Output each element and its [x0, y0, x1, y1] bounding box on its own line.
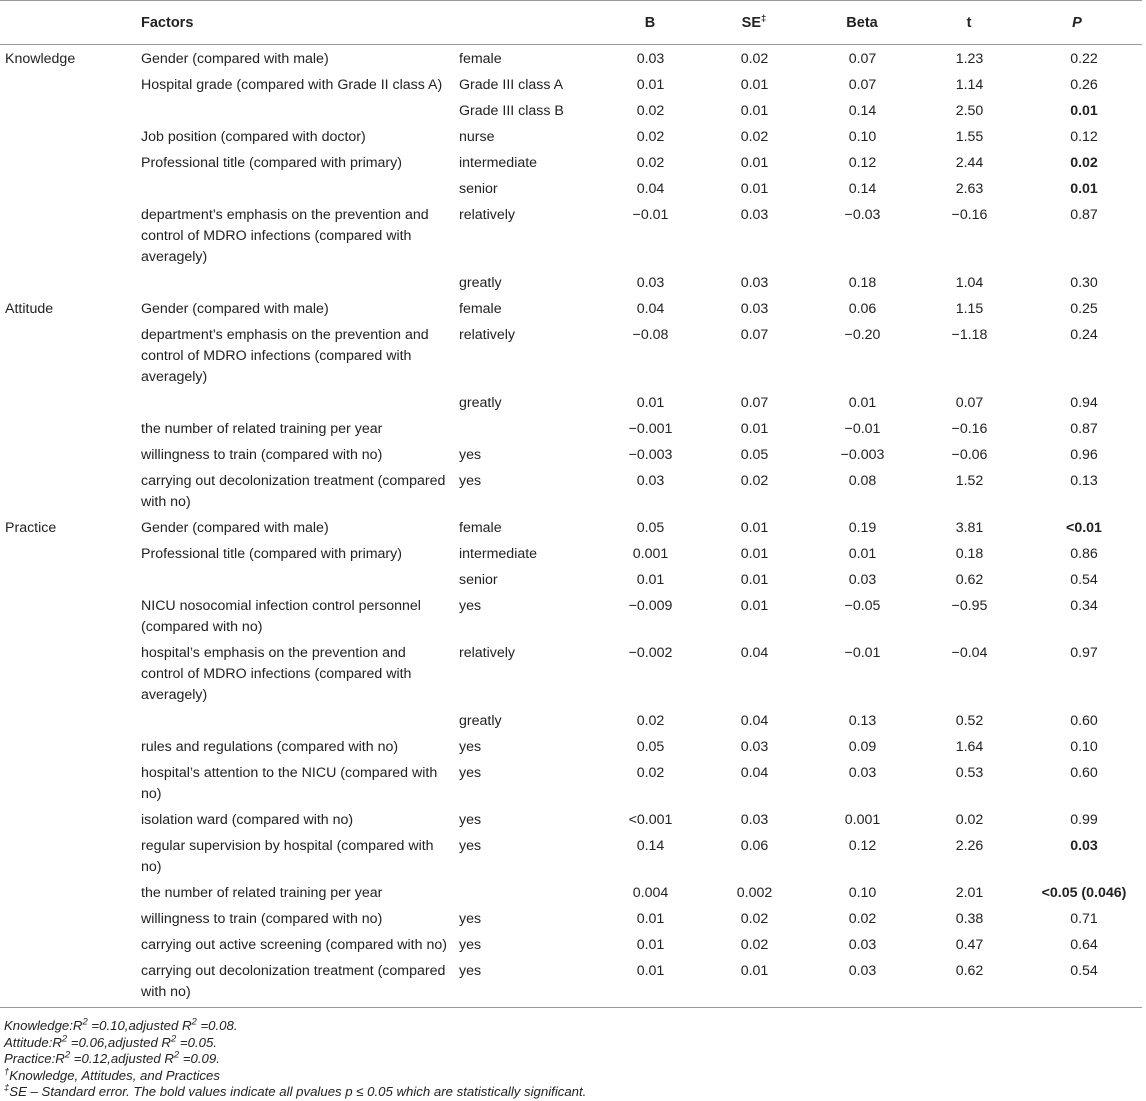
cell-beta: −0.01	[844, 645, 881, 661]
cell-p: 0.22	[1070, 51, 1098, 67]
table-row	[0, 905, 1142, 931]
row-level: greatly	[459, 275, 502, 291]
cell-t: 1.23	[955, 51, 984, 67]
cell-t: 0.02	[955, 812, 984, 828]
row-group-label	[0, 123, 136, 149]
cell-p: 0.94	[1070, 395, 1098, 411]
cell-p: 0.13	[1070, 473, 1098, 489]
cell-b: 0.02	[636, 713, 665, 729]
cell-t: 0.38	[955, 911, 984, 927]
table-row	[0, 467, 1142, 514]
cell-se: 0.03	[740, 739, 769, 755]
table-row	[0, 639, 1142, 707]
cell-b: −0.08	[632, 327, 669, 343]
cell-se: 0.02	[740, 911, 769, 927]
row-factor: NICU nosocomial infection control personnel (compared with no)	[141, 598, 421, 635]
row-group-label	[0, 149, 136, 175]
row-group-label	[0, 759, 136, 806]
cell-t: 1.15	[955, 301, 984, 317]
cell-t: −0.06	[951, 447, 988, 463]
row-factor: regular supervision by hospital (compared with no)	[141, 838, 434, 875]
cell-p: 0.25	[1070, 301, 1098, 317]
cell-se: 0.04	[740, 713, 769, 729]
cell-beta: 0.12	[848, 155, 877, 171]
header-level	[454, 1, 590, 45]
cell-t: −0.16	[951, 421, 988, 437]
cell-p: 0.03	[1070, 838, 1098, 854]
row-group-label	[0, 879, 136, 905]
row-factor	[136, 389, 454, 415]
table-header-row	[0, 1, 1142, 45]
cell-se: 0.01	[740, 598, 769, 614]
cell-b: 0.02	[636, 103, 665, 119]
cell-t: 2.01	[955, 885, 984, 901]
row-level: yes	[459, 739, 482, 755]
cell-beta: 0.19	[848, 520, 877, 536]
cell-beta: 0.03	[848, 765, 877, 781]
row-factor: Professional title (compared with primary)	[141, 155, 402, 171]
cell-b: −0.002	[628, 645, 673, 661]
row-level: senior	[459, 572, 498, 588]
row-level: yes	[459, 473, 482, 489]
row-group-label	[0, 931, 136, 957]
cell-p: 0.01	[1070, 181, 1098, 197]
cell-b: 0.01	[636, 911, 665, 927]
row-factor: carrying out decolonization treatment (compared with no)	[141, 473, 446, 510]
row-factor: department’s emphasis on the prevention and control of MDRO infections (compared with averagely)	[141, 327, 429, 385]
cell-t: 0.18	[955, 546, 984, 562]
table-row	[0, 514, 1142, 540]
cell-beta: 0.10	[848, 885, 877, 901]
row-group-label	[0, 175, 136, 201]
header-beta: Beta	[798, 1, 926, 45]
row-group-label	[0, 566, 136, 592]
row-level: yes	[459, 765, 482, 781]
table-row	[0, 733, 1142, 759]
cell-t: −0.95	[951, 598, 988, 614]
cell-se: 0.01	[710, 957, 798, 1008]
cell-b: 0.01	[636, 395, 665, 411]
cell-p: 0.24	[1070, 327, 1098, 343]
row-factor: Professional title (compared with primary)	[141, 546, 402, 562]
cell-beta: 0.18	[848, 275, 877, 291]
row-group-label	[0, 832, 136, 879]
cell-b: 0.04	[636, 301, 665, 317]
cell-se: 0.03	[740, 812, 769, 828]
cell-beta: 0.01	[848, 546, 877, 562]
row-factor	[136, 269, 454, 295]
row-factor: Hospital grade (compared with Grade II class A)	[141, 77, 443, 93]
cell-p: 0.97	[1070, 645, 1098, 661]
row-level: yes	[459, 598, 482, 614]
cell-beta: 0.08	[848, 473, 877, 489]
table-row	[0, 321, 1142, 389]
cell-p: 0.54	[1070, 572, 1098, 588]
row-factor	[136, 97, 454, 123]
cell-b: 0.004	[632, 885, 669, 901]
cell-beta: −0.03	[844, 207, 881, 223]
cell-t: 0.62	[955, 572, 984, 588]
header-se-footnote-mark: ‡	[761, 12, 767, 24]
row-level: intermediate	[459, 546, 538, 562]
cell-t: 1.52	[955, 473, 984, 489]
cell-t: 1.14	[955, 77, 984, 93]
row-group-label	[0, 905, 136, 931]
cell-p: 0.01	[1070, 103, 1098, 119]
row-factor: carrying out decolonization treatment (compared with no)	[136, 957, 454, 1008]
cell-b: <0.001	[628, 812, 673, 828]
cell-b: 0.03	[636, 275, 665, 291]
cell-p: <0.01	[1066, 520, 1102, 536]
row-level: greatly	[459, 713, 502, 729]
cell-se: 0.01	[740, 77, 769, 93]
cell-t: 2.50	[955, 103, 984, 119]
cell-beta: 0.03	[798, 957, 926, 1008]
cell-se: 0.04	[740, 645, 769, 661]
cell-t: −1.18	[951, 327, 988, 343]
row-level	[454, 879, 590, 905]
table-row	[0, 957, 1142, 1008]
footnote-practice: $Practice:R^2$ =0.12,adjusted $R^2 =0.09$.	[4, 1049, 220, 1066]
cell-t: 0.47	[955, 937, 984, 953]
table-row	[0, 149, 1142, 175]
cell-b: −0.009	[628, 598, 673, 614]
cell-b: 0.04	[636, 181, 665, 197]
table-row	[0, 592, 1142, 639]
row-level: nurse	[459, 129, 495, 145]
cell-p: 0.64	[1070, 937, 1098, 953]
cell-se: 0.02	[740, 937, 769, 953]
row-factor: hospital’s emphasis on the prevention and control of MDRO infections (compared with averagely)	[141, 645, 412, 703]
row-level: senior	[459, 181, 498, 197]
row-group-label	[0, 201, 136, 269]
table-row	[0, 806, 1142, 832]
cell-beta: −0.20	[844, 327, 881, 343]
row-group-label	[0, 269, 136, 295]
table-body	[0, 45, 1142, 1008]
row-level: yes	[459, 812, 482, 828]
row-factor: Gender (compared with male)	[141, 301, 329, 317]
row-factor	[136, 566, 454, 592]
cell-t: 3.81	[955, 520, 984, 536]
cell-p: <0.05 (0.046)	[1041, 885, 1127, 901]
cell-p: 0.71	[1070, 911, 1098, 927]
row-group-label	[0, 733, 136, 759]
cell-se: 0.03	[740, 301, 769, 317]
table-row	[0, 879, 1142, 905]
table-row	[0, 123, 1142, 149]
footnote-dagger: †Knowledge, Attitudes, and Practices	[4, 1066, 220, 1083]
row-level: relatively	[459, 207, 515, 223]
cell-b: 0.01	[636, 77, 665, 93]
cell-b: 0.001	[632, 546, 669, 562]
row-level: intermediate	[459, 155, 538, 171]
cell-beta: 0.03	[848, 937, 877, 953]
cell-beta: 0.10	[848, 129, 877, 145]
row-level: Grade III class B	[459, 103, 564, 119]
row-group-label	[0, 639, 136, 707]
cell-t: −0.04	[951, 645, 988, 661]
row-level	[454, 415, 590, 441]
cell-b: 0.05	[636, 520, 665, 536]
header-p: P	[1012, 1, 1142, 45]
table-row	[0, 707, 1142, 733]
cell-beta: −0.01	[844, 421, 881, 437]
row-level: female	[459, 520, 502, 536]
cell-se: 0.07	[740, 395, 769, 411]
row-factor: hospital’s attention to the NICU (compared with no)	[141, 765, 438, 802]
cell-p: 0.87	[1070, 421, 1098, 437]
table-row	[0, 201, 1142, 269]
cell-beta: 0.07	[848, 51, 877, 67]
cell-p: 0.30	[1070, 275, 1098, 291]
cell-b: −0.001	[628, 421, 673, 437]
cell-p: 0.12	[1070, 129, 1098, 145]
row-group-label	[0, 321, 136, 389]
table-row	[0, 269, 1142, 295]
cell-p: 0.60	[1070, 713, 1098, 729]
table-footnotes	[0, 1018, 1146, 1101]
row-factor: department’s emphasis on the prevention and control of MDRO infections (compared with averagely)	[141, 207, 429, 265]
cell-p: 0.86	[1070, 546, 1098, 562]
cell-t: 2.63	[955, 181, 984, 197]
table-row	[0, 931, 1142, 957]
table-row	[0, 759, 1142, 806]
cell-p: 0.96	[1070, 447, 1098, 463]
header-group	[0, 1, 136, 45]
row-factor: the number of related training per year	[141, 421, 383, 437]
table-row	[0, 540, 1142, 566]
cell-se: 0.05	[740, 447, 769, 463]
row-group-label	[0, 707, 136, 733]
cell-se: 0.01	[740, 520, 769, 536]
row-level: yes	[459, 447, 482, 463]
cell-b: 0.01	[590, 957, 710, 1008]
cell-beta: 0.14	[848, 103, 877, 119]
cell-p: 0.99	[1070, 812, 1098, 828]
cell-beta: −0.003	[840, 447, 885, 463]
cell-beta: 0.01	[848, 395, 877, 411]
cell-p: 0.60	[1070, 765, 1098, 781]
row-group-label	[0, 389, 136, 415]
header-factors: Factors	[136, 1, 454, 45]
row-factor	[136, 707, 454, 733]
cell-t: 1.04	[955, 275, 984, 291]
cell-b: 0.03	[636, 51, 665, 67]
table-row	[0, 415, 1142, 441]
cell-b: 0.02	[636, 155, 665, 171]
row-factor: willingness to train (compared with no)	[141, 447, 383, 463]
cell-se: 0.03	[740, 275, 769, 291]
cell-se: 0.03	[740, 207, 769, 223]
cell-b: 0.14	[636, 838, 665, 854]
cell-t: 0.62	[926, 957, 1012, 1008]
row-level: female	[459, 301, 502, 317]
cell-t: 1.64	[955, 739, 984, 755]
cell-b: 0.02	[636, 129, 665, 145]
row-group-label	[0, 97, 136, 123]
row-group-label: Practice	[5, 520, 57, 536]
cell-beta: 0.13	[848, 713, 877, 729]
table-row	[0, 389, 1142, 415]
cell-b: 0.01	[636, 572, 665, 588]
row-level: yes	[459, 937, 482, 953]
cell-beta: 0.06	[848, 301, 877, 317]
row-level: relatively	[459, 327, 515, 343]
row-group-label	[0, 415, 136, 441]
cell-b: −0.01	[632, 207, 669, 223]
footnote-double-dagger: ‡SE – Standard error. The bold values indicate all pvalues p ≤ 0.05 which are statistically significant.	[4, 1082, 587, 1099]
cell-b: −0.003	[628, 447, 673, 463]
row-factor	[136, 175, 454, 201]
table-row	[0, 832, 1142, 879]
cell-se: 0.01	[740, 421, 769, 437]
row-group-label: Attitude	[5, 301, 54, 317]
row-level: greatly	[459, 395, 502, 411]
row-group-label	[0, 441, 136, 467]
cell-se: 0.02	[740, 129, 769, 145]
header-t: t	[926, 1, 1012, 45]
cell-beta: 0.14	[848, 181, 877, 197]
row-level: yes	[459, 911, 482, 927]
cell-p: 0.34	[1070, 598, 1098, 614]
row-level: yes	[459, 838, 482, 854]
row-group-label	[0, 467, 136, 514]
cell-se: 0.01	[740, 103, 769, 119]
cell-se: 0.07	[740, 327, 769, 343]
row-level: relatively	[459, 645, 515, 661]
header-b: B	[590, 1, 710, 45]
row-group-label	[0, 592, 136, 639]
cell-t: 0.53	[955, 765, 984, 781]
row-group-label: Knowledge	[5, 51, 76, 67]
cell-t: 1.55	[955, 129, 984, 145]
cell-p: 0.87	[1070, 207, 1098, 223]
cell-t: −0.16	[951, 207, 988, 223]
cell-t: 2.44	[955, 155, 984, 171]
cell-se: 0.01	[740, 155, 769, 171]
table-row	[0, 45, 1142, 72]
cell-p: 0.10	[1070, 739, 1098, 755]
row-factor: carrying out active screening (compared with no)	[141, 937, 447, 953]
cell-b: 0.01	[636, 937, 665, 953]
cell-se: 0.002	[736, 885, 773, 901]
cell-p: 0.02	[1070, 155, 1098, 171]
row-factor: rules and regulations (compared with no)	[141, 739, 399, 755]
table-row	[0, 97, 1142, 123]
row-factor: isolation ward (compared with no)	[141, 812, 354, 828]
cell-p: 0.54	[1012, 957, 1142, 1008]
cell-se: 0.02	[740, 473, 769, 489]
cell-b: 0.05	[636, 739, 665, 755]
cell-beta: 0.12	[848, 838, 877, 854]
footnote-knowledge: $Knowledge:R^2$ =0.10,adjusted $R^2 =0.08$.	[4, 1016, 238, 1033]
cell-beta: 0.09	[848, 739, 877, 755]
cell-p: 0.26	[1070, 77, 1098, 93]
cell-se: 0.04	[740, 765, 769, 781]
cell-beta: −0.05	[844, 598, 881, 614]
cell-beta: 0.07	[848, 77, 877, 93]
row-factor: willingness to train (compared with no)	[141, 911, 383, 927]
cell-t: 2.26	[955, 838, 984, 854]
cell-b: 0.02	[636, 765, 665, 781]
row-level: Grade III class A	[459, 77, 564, 93]
cell-b: 0.03	[636, 473, 665, 489]
row-group-label	[0, 540, 136, 566]
row-factor: Gender (compared with male)	[141, 520, 329, 536]
cell-beta: 0.03	[848, 572, 877, 588]
row-factor: the number of related training per year	[141, 885, 383, 901]
cell-beta: 0.02	[848, 911, 877, 927]
table-row	[0, 71, 1142, 97]
row-group-label	[0, 957, 136, 1008]
row-factor: Gender (compared with male)	[141, 51, 329, 67]
cell-se: 0.01	[740, 546, 769, 562]
row-level: female	[459, 51, 502, 67]
header-se-label: SE	[741, 14, 762, 31]
cell-se: 0.02	[740, 51, 769, 67]
footnote-attitude: $Attitude:R^2$ =0.06,adjusted $R^2 =0.05$.	[4, 1033, 217, 1050]
table-row	[0, 295, 1142, 321]
row-level: yes	[454, 957, 590, 1008]
table-row	[0, 566, 1142, 592]
cell-t: 0.07	[955, 395, 984, 411]
cell-t: 0.52	[955, 713, 984, 729]
row-factor: Job position (compared with doctor)	[141, 129, 366, 145]
cell-se: 0.01	[740, 572, 769, 588]
table-row	[0, 441, 1142, 467]
cell-se: 0.01	[740, 181, 769, 197]
header-se	[710, 1, 798, 45]
row-group-label	[0, 71, 136, 97]
cell-beta: 0.001	[844, 812, 881, 828]
cell-se: 0.06	[740, 838, 769, 854]
table-row	[0, 175, 1142, 201]
row-group-label	[0, 806, 136, 832]
